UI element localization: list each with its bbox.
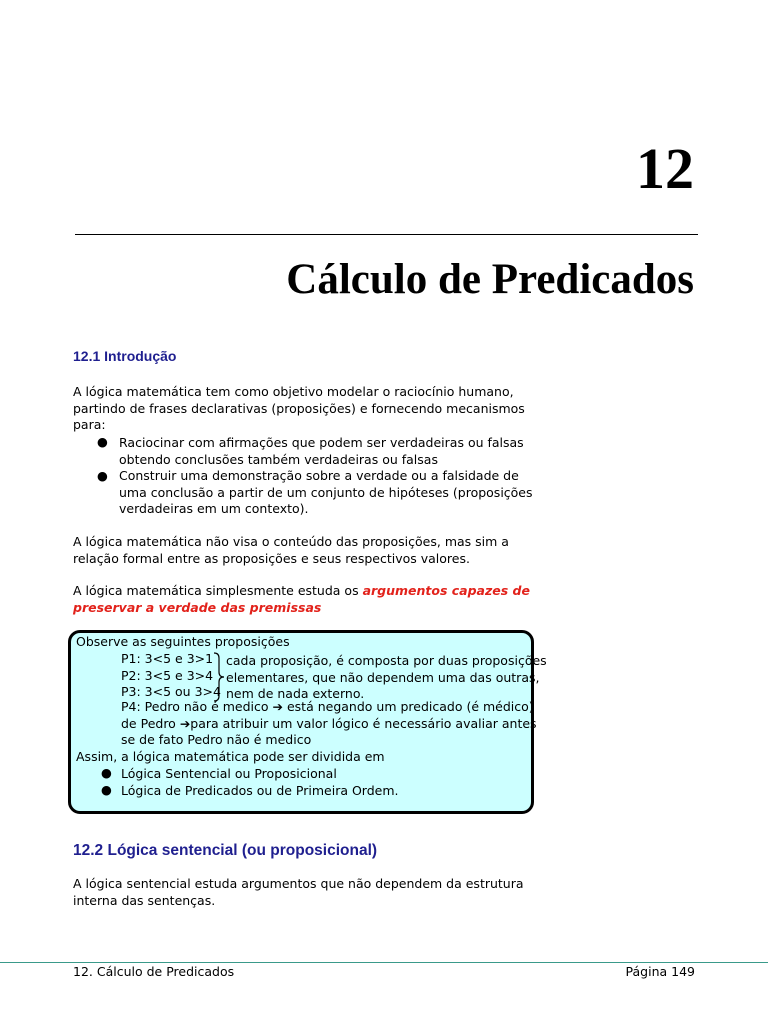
text-line: se de fato Pedro não é medico xyxy=(121,732,312,747)
bullet-item-raciocinar xyxy=(119,435,524,468)
arrow-right-icon: ➔ xyxy=(179,715,191,731)
text-line: Raciocinar com afirmações que podem ser verdadeiras ou falsas xyxy=(119,435,524,450)
text-line: para: xyxy=(73,417,106,432)
text-line: Construir uma demonstração sobre a verdade ou a falsidade de xyxy=(119,468,519,483)
emphasis-text: preservar a verdade das premissas xyxy=(73,599,322,615)
footer-page-number: Página 149 xyxy=(625,964,695,979)
chapter-title: Cálculo de Predicados xyxy=(286,256,694,303)
section-heading-logica-sentencial: 12.2 Lógica sentencial (ou proposicional) xyxy=(73,842,378,859)
text-run: P4: Pedro não é medico xyxy=(121,699,273,714)
paragraph-conteudo xyxy=(73,534,509,567)
text-line: A lógica sentencial estuda argumentos que não dependem da estrutura xyxy=(73,876,524,891)
callout-item-predicados: Lógica de Predicados ou de Primeira Ordem. xyxy=(121,783,399,798)
bullet-icon: ● xyxy=(101,765,112,780)
text-run: está negando um predicado (é médico) xyxy=(283,699,534,714)
proposition-list xyxy=(121,651,221,701)
text-line: relação formal entre as proposições e seus respectivos valores. xyxy=(73,550,470,566)
chapter-number: 12 xyxy=(636,136,694,201)
arrow-right-icon: ➔ xyxy=(272,699,283,714)
text-line: interna das sentenças. xyxy=(73,892,216,908)
chapter-divider xyxy=(75,234,698,235)
text-line: obtendo conclusões também verdadeiras ou falsas xyxy=(119,451,438,467)
text-run: de Pedro xyxy=(121,715,180,731)
callout-intro: Observe as seguintes proposições xyxy=(76,634,290,649)
proposition-p3: P3: 3<5 ou 3>4 xyxy=(121,684,221,699)
proposition-p4 xyxy=(121,699,537,749)
text-line: elementares, que não dependem uma das outras, xyxy=(226,669,540,685)
brace-note xyxy=(226,653,547,703)
text-line: A lógica matemática não visa o conteúdo das proposições, mas sim a xyxy=(73,534,509,549)
paragraph-sentencial xyxy=(73,876,524,909)
paragraph-argumentos xyxy=(73,583,530,616)
text-line: A lógica matemática tem como objetivo modelar o raciocínio humano, xyxy=(73,384,514,399)
callout-item-sentencial: Lógica Sentencial ou Proposicional xyxy=(121,766,337,781)
right-brace-icon xyxy=(212,652,226,702)
bullet-icon: ● xyxy=(97,468,108,483)
bullet-icon: ● xyxy=(101,782,112,797)
intro-paragraph xyxy=(73,384,525,434)
text-line: nem de nada externo. xyxy=(226,686,365,701)
proposition-p1: P1: 3<5 e 3>1 xyxy=(121,651,214,666)
text-line: cada proposição, é composta por duas proposições xyxy=(226,653,547,668)
text-line: uma conclusão a partir de um conjunto de hipóteses (proposições xyxy=(119,484,533,500)
callout-assim: Assim, a lógica matemática pode ser dividida em xyxy=(76,749,385,764)
bullet-item-construir xyxy=(119,468,533,518)
text-line: partindo de frases declarativas (proposições) e fornecendo mecanismos xyxy=(73,400,525,416)
text-line: verdadeiras em um contexto). xyxy=(119,501,309,516)
proposition-p2: P2: 3<5 e 3>4 xyxy=(121,667,214,683)
emphasis-text: argumentos capazes de xyxy=(362,583,530,598)
footer-chapter-title: 12. Cálculo de Predicados xyxy=(73,964,235,979)
section-heading-introducao: 12.1 Introdução xyxy=(73,348,177,364)
bullet-icon: ● xyxy=(97,434,108,449)
text-run: A lógica matemática simplesmente estuda os xyxy=(73,583,363,598)
text-run: para atribuir um valor lógico é necessário avaliar antes xyxy=(190,715,537,731)
